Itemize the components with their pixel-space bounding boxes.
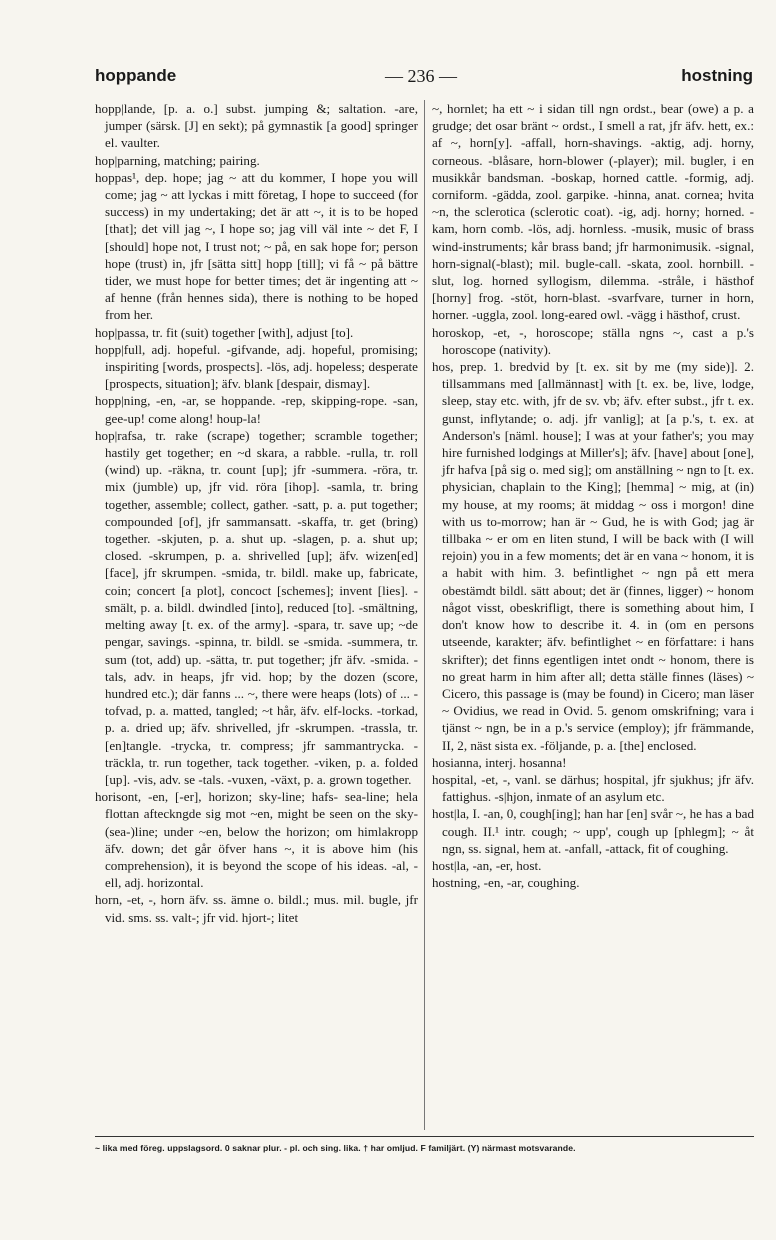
page-header xyxy=(95,66,753,96)
left-running-headword: hoppande xyxy=(95,66,177,85)
entry-hoppassa: hop|passa, tr. fit (suit) together [with], adjust [to]. xyxy=(95,324,354,340)
entry-hoprafsa: hop|rafsa, tr. rake (scrape) together; scramble together; hastily get together; en ~d skara, a rabble. -rulla, tr. roll (wind) up. -räkna, tr. count [up]; jfr -summera. -röra, tr. mix (jumble) up, jfr vid. röra [ihop]. -samla, tr. bring together, assemble; collect, gather. -satt, p. a. put together; compounded [of], jfr sammansatt. -skaffa, tr. get (bring) together. -skjuten, p. a. shut up. -slagen, p. a. shut up; closed. -skrumpen, p. a. shrivelled [up]; äfv. wizen[ed] [face], jfr skrumpen. -smida, tr. bildl. make up, fabricate, coin; concert [a plot], concoct [schemes]; invent [lies]. -smält, p. a. bildl. dwindled [into], reduced [to]. -smältning, melting away [t. ex. of the army]. -spara, tr. save up; ~de pengar, savings. -spinna, tr. bildl. se -smida. -summera, tr. sum (tot, add) up. -sätta, tr. put together; jfr äfv. -smida. -tals, adv. in heaps, jfr vid. hop; by the dozen (score, hundred etc.); där fanns ... ~, there were heaps (lots) of ... -tofvad, p. a. matted, tangled; ~t hår, äfv. elf-locks. -torkad, p. a. dried up; äfv. shrivelled, jfr -skrumpen. -trassla, tr. [en]tangle. -trycka, tr. compress; jfr sammantrycka. -träckla, tr. run together, tack together. -viken, p. a. folded [up]. -vis, adv. se -tals. -vuxen, -växt, p. a. grown together. xyxy=(95,427,418,787)
entry-horn: horn, -et, -, horn äfv. ss. ämne o. bildl.; mus. mil. bugle, jfr vid. sms. ss. valt-; jfr vid. hjort-; litet xyxy=(95,892,418,925)
entry-horoskop: horoskop, -et, -, horoscope; ställa ngns ~, cast a p.'s horoscope (nativity). xyxy=(432,324,754,357)
entry-hostning: hostning, -en, -ar, coughing. xyxy=(432,875,580,891)
abbreviation-legend: ~ lika med föreg. uppslagsord. 0 saknar plur. - pl. och sing. lika. † har omljud. F familjärt. (Y) närmast motsvarande. xyxy=(95,1143,576,1153)
entry-hostia: host|la, -an, -er, host. xyxy=(432,857,542,873)
entry-hoppning: hopp|ning, -en, -ar, se hoppande. -rep, skipping-rope. -san, gee-up! come along! houp-la! xyxy=(95,393,418,426)
left-column xyxy=(95,100,418,1130)
entry-hos: hos, prep. 1. bredvid by [t. ex. sit by me (my side)]. 2. tillsammans med [allmännast] with [t. ex. be, live, lodge, sleep, stay etc. with, jfr de sv. vb; äfv. efter subst., jfr t. ex. gunst, inflytande; o. adj. jfr vanlig]; at [a p.'s, t. ex. at Anderson's [näml. house]; I was at your father's; you may hire furnished lodgings at Miller's]; äfv. [have] about [one], jfr hafva [på sig o. med sig]; om anställning ~ ngn to [t. ex. physician, chaplain to the King]; [hemma] ~ mig, at (in) my house, at my rooms; ät middag ~ oss i morgon! dine with us to-morrow; han är ~ Gud, he is with God; jag är tillbaka ~ er om en liten stund, I will be back with (I will rejoin) you in a few moments; det är en vana ~ honom, it is a habit with him. 3. befintlighet ~ ngn på ett mera obestämdt bildl. sätt about; det är (finnes, ligger) ~ honom något visst, obeskrifligt, there is something about him, I don't know how to describe it. 4. in (om en persons utseende, karakter; äfv. befintlighet ~ en författare: i hans skrifter); det finns egentligen intet ondt ~ honom, there is no great harm in him after all; detta ställe finnes (läses) ~ Cicero, this passage is (may be found) in Cicero; man läser ~ Ovidius, we read in Ovid. 5. genom omskrifning; vara i tjänst ~ ngn, be in a p.'s service (employ); jfr främmande, II, 2, näst sista ex. -följande, p. a. [the] enclosed. xyxy=(432,359,754,753)
entry-horn-continued: ~, hornlet; ha ett ~ i sidan till ngn ordst., bear (owe) a p. a grudge; det osar bränt ~ ordst., I smell a rat, jfr äfv. hett, ex.: af ~, horn[y]. -affall, horn-shavings. -aktig, adj. horny, corneous. -blåsare, horn-blower (-player); mil. bugler, i en musikkår bandsman. -boskap, horned cattle. -formig, adj. corniform. -gädda, zool. garpike. -hinna, anat. cornea; hvita ~n, the sclerotica (sclerotic coat). -ig, adj. horny; horned. -kam, horn comb. -lös, adj. hornless. -musik, music of brass wind-instruments; kår brass band; jfr harmonimusik. -signal, horn-signal(-blast); mil. bugle-call. -skata, zool. hornbill. -slut, log. horned syllogism, dilemma. -stråle, i hästhof [horny] frog. -stöt, horn-blast. -svarfvare, turner in horn, horner. -uggla, zool. long-eared owl. -vägg i hästhof, crust. xyxy=(432,101,754,323)
entry-hopplande: hopp|lande, [p. a. o.] subst. jumping &; saltation. -are, jumper (särsk. [J] en sekt); på gymnastik [a good] springer el. vaulter. xyxy=(95,101,418,151)
entry-horisont: horisont, -en, [-er], horizon; sky-line; hafs- sea-line; hela flottan afteckngde sig mot ~en, might be seen on the sky-(sea-)line; under ~en, below the horizon; om himlakropp äfv. down; det går öfver hans ~, it is above him (his comprehension), it is beyond the scope of his ideas. -al, -ell, adj. horizontal. xyxy=(95,789,418,891)
entry-hosianna: hosianna, interj. hosanna! xyxy=(432,754,567,770)
right-running-headword: hostning xyxy=(681,66,753,85)
entry-hoppfull: hopp|full, adj. hopeful. -gifvande, adj. hopeful, promising; inspiriting [words, prospects]. -lös, adj. hopeless; desperate [prospects, situation]; äfv. blank [despair, dismay]. xyxy=(95,341,418,392)
right-column xyxy=(432,100,754,1130)
entry-hosta: host|la, I. -an, 0, cough[ing]; han har [en] svår ~, he has a bad cough. II.¹ intr. cough; ~ upp', cough up [phlegm]; ~ åt ngn, ss. signal, hem at. -anfall, -attack, fit of coughing. xyxy=(432,806,754,856)
page-number: — 236 — xyxy=(385,66,457,86)
entry-hopparning: hop|parning, matching; pairing. xyxy=(95,152,260,168)
entry-hospital: hospital, -et, -, vanl. se därhus; hospital, jfr sjukhus; jfr äfv. fattighus. -s|hjon, inmate of an asylum etc. xyxy=(432,771,754,805)
entry-hoppas: hoppas¹, dep. hope; jag ~ att du kommer, I hope you will come; jag ~ att lyckas i mitt företag, I hope to succeed (for success) in my undertaking; det är att ~, it is to be hoped [that]; det vill jag ~, I hope so; jag vill väl inte ~ det F, I [should] hope not, I trust not; ~ på, en sak hope for; person hope (trust) in, jfr [sätta sitt] hopp [till]; vi få ~ på bättre tider, we must hope for better times; det är ingenting att ~ af henne (från hennes sida), there is nothing to be hoped from her. xyxy=(95,169,418,323)
column-divider xyxy=(424,100,425,1130)
footer-rule xyxy=(95,1136,754,1137)
